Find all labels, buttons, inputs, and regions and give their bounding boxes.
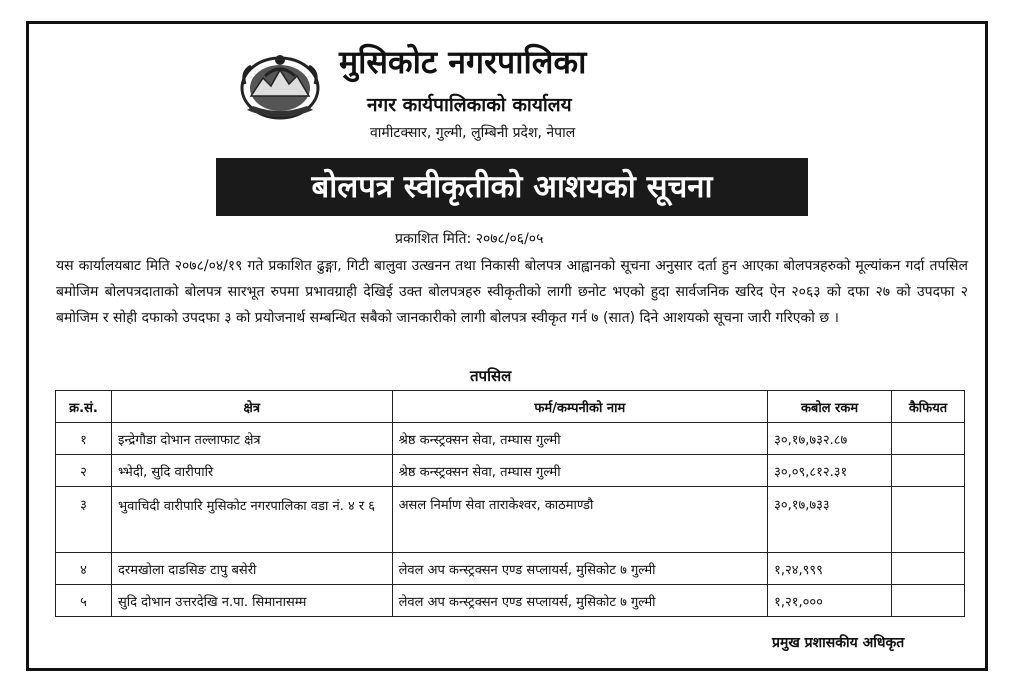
table-row	[56, 423, 965, 455]
office-name: नगर कार्यपालिकाको कार्यालय	[367, 94, 572, 116]
notice-title: बोलपत्र स्वीकृतीको आशयको सूचना	[216, 158, 808, 216]
cell-amount: ३०,०९,८१२.३१	[768, 455, 892, 487]
table-row	[56, 553, 965, 585]
cell-remarks	[892, 423, 965, 455]
cell-amount: १,२१,०००	[768, 585, 892, 617]
header-firm: फर्म/कम्पनीको नाम	[392, 391, 767, 423]
cell-area: दरमखोला दाडसिङ टापु बसेरी	[111, 553, 392, 585]
table-header-row	[56, 391, 965, 423]
cell-firm: श्रेष्ठ कन्स्ट्रक्सन सेवा, तम्घास गुल्मी	[392, 455, 767, 487]
nepal-government-emblem-icon	[237, 48, 323, 122]
cell-area: इन्द्रेगौडा दोभान तल्लाफाट क्षेत्र	[111, 423, 392, 455]
cell-area: भुवाचिदी वारीपारि मुसिकोट नगरपालिका वडा नं. ४ र ६	[111, 487, 392, 553]
table-row	[56, 455, 965, 487]
cell-amount: ३०,१७,७३२.८७	[768, 423, 892, 455]
header-sn: क्र.सं.	[56, 391, 112, 423]
organization-name: मुसिकोट नगरपालिका	[339, 43, 587, 81]
header-remarks: कैफियत	[892, 391, 965, 423]
signature-title: प्रमुख प्रशासकीय अधिकृत	[772, 635, 905, 651]
cell-area: सुदि दोभान उत्तरदेखि न.पा. सिमानासम्म	[111, 585, 392, 617]
notice-body: यस कार्यालयबाट मिति २०७८/०४/१९ गते प्रकाशित ढुङ्गा, गिटी बालुवा उत्खनन तथा निकासी बोलपत्र आह्वानको सूचना अनुसार दर्ता हुन आएका बोलपत्रहरुको मूल्यांकन गर्दा तपसिल बमोजिम बोलपत्रदाताको बोलपत्र सारभूत रुपमा प्रभावग्राही देखिई उक्त बोलपत्रहरु स्वीकृतीको लागी छनोट भएको हुदा सार्वजनिक खरिद ऐन २०६३ को दफा २७ को उपदफा २ बमोजिम र सोही दफाको उपदफा ३ को प्रयोजनार्थ सम्बन्धित सबैको जानकारीको लागी बोलपत्र स्वीकृत गर्न ७ (सात) दिने आशयको सूचना जारी गरिएको छ ।	[56, 258, 968, 326]
cell-remarks	[892, 553, 965, 585]
cell-sn: ५	[56, 585, 112, 617]
cell-amount: १,२४,९९९	[768, 553, 892, 585]
cell-remarks	[892, 487, 965, 553]
schedule-table	[55, 390, 965, 617]
cell-remarks	[892, 455, 965, 487]
cell-firm: श्रेष्ठ कन्स्ट्रक्सन सेवा, तम्घास गुल्मी	[392, 423, 767, 455]
cell-sn: १	[56, 423, 112, 455]
cell-remarks	[892, 585, 965, 617]
cell-firm: लेवल अप कन्स्ट्रक्सन एण्ड सप्लायर्स, मुसिकोट ७ गुल्मी	[392, 585, 767, 617]
table-row	[56, 487, 965, 553]
header-area: क्षेत्र	[111, 391, 392, 423]
cell-firm: लेवल अप कन्स्ट्रक्सन एण्ड सप्लायर्स, मुसिकोट ७ गुल्मी	[392, 553, 767, 585]
cell-amount: ३०,१७,७३३	[768, 487, 892, 553]
header-amount: कबोल रकम	[768, 391, 892, 423]
office-address: वामीटक्सार, गुल्मी, लुम्बिनी प्रदेश, नेपाल	[370, 125, 576, 141]
cell-firm: असल निर्माण सेवा ताराकेश्वर, काठमाण्डौ	[392, 487, 767, 553]
cell-sn: ३	[56, 487, 112, 553]
cell-sn: २	[56, 455, 112, 487]
cell-area: भ्भेदी, सुदि वारीपारि	[111, 455, 392, 487]
schedule-label: तपसिल	[470, 367, 512, 385]
published-date: प्रकाशित मिति: २०७८/०६/०५	[395, 231, 544, 247]
cell-sn: ४	[56, 553, 112, 585]
table-row	[56, 585, 965, 617]
